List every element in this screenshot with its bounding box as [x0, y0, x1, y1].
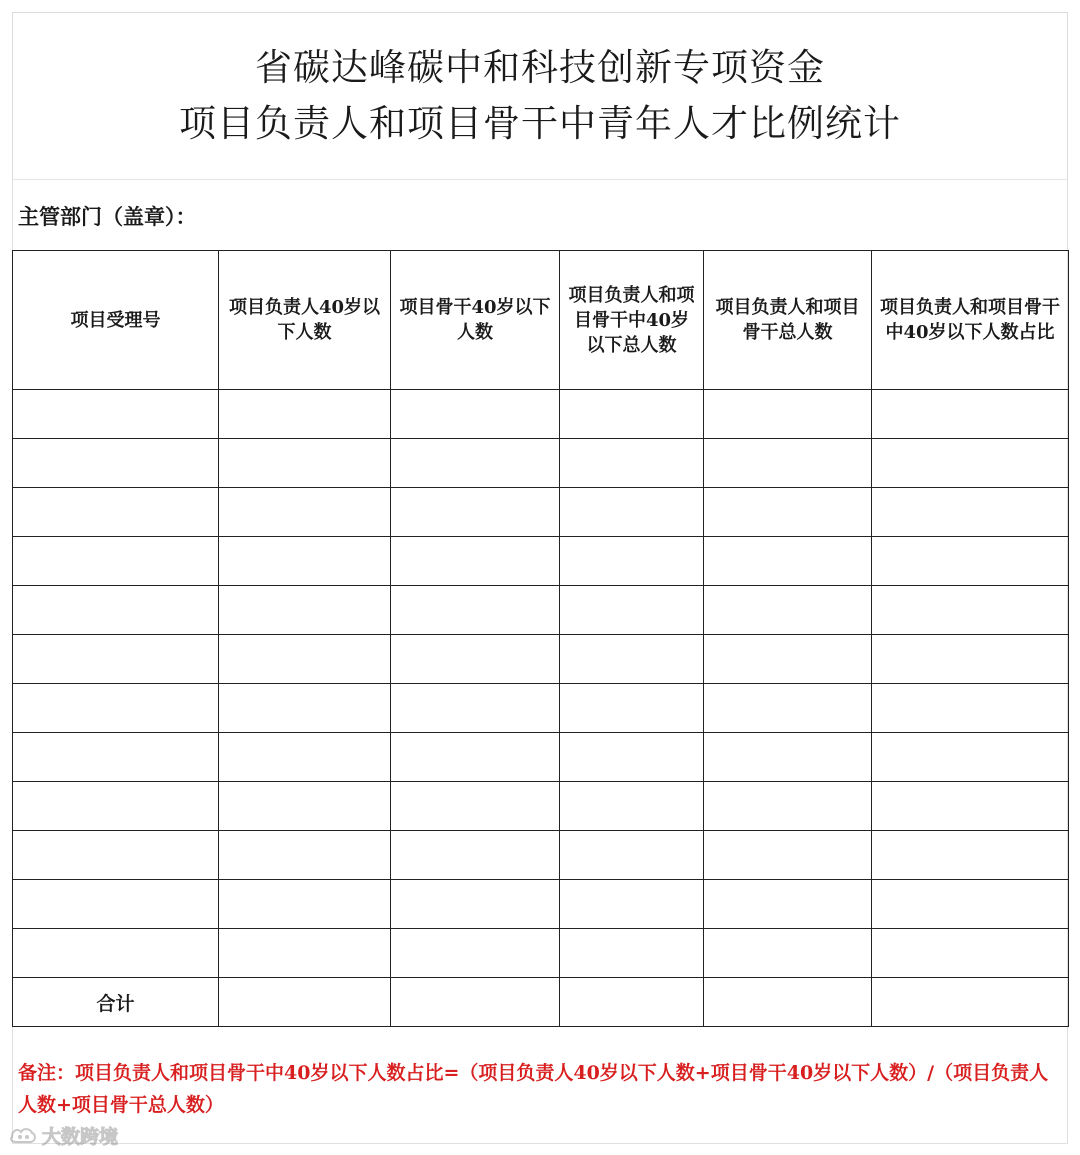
table-cell[interactable] — [560, 390, 704, 439]
table-cell[interactable] — [391, 733, 560, 782]
table-cell[interactable] — [560, 439, 704, 488]
header-total-members: 项目负责人和项目骨干总人数 — [704, 251, 872, 390]
table-row — [13, 537, 1069, 586]
table-cell[interactable] — [872, 390, 1069, 439]
header-application-number: 项目受理号 — [13, 251, 219, 390]
header-core-members-under-40: 项目骨干40岁以下人数 — [391, 251, 560, 390]
table-cell[interactable] — [13, 831, 219, 880]
title-block — [12, 12, 1068, 180]
table-cell[interactable] — [872, 782, 1069, 831]
total-cell[interactable] — [872, 978, 1069, 1027]
table-cell[interactable] — [872, 635, 1069, 684]
watermark-text: 大数跨境 — [42, 1126, 119, 1148]
table-cell[interactable] — [219, 733, 391, 782]
table-cell[interactable] — [13, 782, 219, 831]
table-cell[interactable] — [219, 439, 391, 488]
table-cell[interactable] — [704, 586, 872, 635]
brand-logo-icon — [8, 1125, 38, 1147]
table-cell[interactable] — [219, 929, 391, 978]
table-cell[interactable] — [872, 733, 1069, 782]
total-cell[interactable] — [704, 978, 872, 1027]
table-cell[interactable] — [13, 684, 219, 733]
table-cell[interactable] — [391, 831, 560, 880]
table-cell[interactable] — [219, 635, 391, 684]
table-cell[interactable] — [704, 831, 872, 880]
total-label: 合计 — [13, 978, 219, 1027]
table-row — [13, 733, 1069, 782]
table-cell[interactable] — [219, 488, 391, 537]
table-cell[interactable] — [391, 684, 560, 733]
table-cell[interactable] — [13, 537, 219, 586]
table-note: 备注：项目负责人和项目骨干中40岁以下人数占比=（项目负责人40岁以下人数+项目骨干40岁以下人数）/（项目负责人人数+项目骨干总人数） — [18, 1062, 1049, 1116]
table-cell[interactable] — [13, 586, 219, 635]
table-cell[interactable] — [391, 537, 560, 586]
table-cell[interactable] — [704, 488, 872, 537]
table-row — [13, 439, 1069, 488]
table-cell[interactable] — [219, 537, 391, 586]
table-cell[interactable] — [13, 880, 219, 929]
table-cell[interactable] — [872, 439, 1069, 488]
table-cell[interactable] — [13, 439, 219, 488]
statistics-table — [12, 250, 1069, 1027]
total-cell[interactable] — [391, 978, 560, 1027]
table-cell[interactable] — [560, 635, 704, 684]
table-cell[interactable] — [560, 929, 704, 978]
table-cell[interactable] — [560, 880, 704, 929]
table-row — [13, 390, 1069, 439]
table-row — [13, 586, 1069, 635]
table-cell[interactable] — [872, 537, 1069, 586]
table-cell[interactable] — [560, 488, 704, 537]
table-cell[interactable] — [391, 782, 560, 831]
table-cell[interactable] — [872, 880, 1069, 929]
table-cell[interactable] — [704, 439, 872, 488]
table-cell[interactable] — [704, 635, 872, 684]
table-cell[interactable] — [391, 488, 560, 537]
table-cell[interactable] — [391, 586, 560, 635]
total-cell[interactable] — [560, 978, 704, 1027]
table-cell[interactable] — [391, 880, 560, 929]
total-row — [13, 978, 1069, 1027]
table-row — [13, 684, 1069, 733]
table-row — [13, 782, 1069, 831]
table-cell[interactable] — [13, 390, 219, 439]
table-row — [13, 635, 1069, 684]
table-row — [13, 488, 1069, 537]
header-under-40-ratio: 项目负责人和项目骨干中40岁以下人数占比 — [872, 251, 1069, 390]
table-cell[interactable] — [560, 537, 704, 586]
table-cell[interactable] — [219, 390, 391, 439]
table-cell[interactable] — [391, 439, 560, 488]
table-cell[interactable] — [391, 390, 560, 439]
table-cell[interactable] — [704, 390, 872, 439]
table-cell[interactable] — [560, 782, 704, 831]
table-cell[interactable] — [219, 586, 391, 635]
watermark — [8, 1122, 118, 1149]
table-cell[interactable] — [560, 586, 704, 635]
table-cell[interactable] — [872, 488, 1069, 537]
total-cell[interactable] — [219, 978, 391, 1027]
table-cell[interactable] — [560, 733, 704, 782]
table-cell[interactable] — [704, 782, 872, 831]
document-title-line2: 项目负责人和项目骨干中青年人才比例统计 — [179, 102, 901, 145]
table-cell[interactable] — [704, 537, 872, 586]
table-cell[interactable] — [391, 929, 560, 978]
table-cell[interactable] — [13, 488, 219, 537]
department-seal-label: 主管部门（盖章）： — [18, 204, 197, 229]
table-cell[interactable] — [704, 684, 872, 733]
table-cell[interactable] — [13, 635, 219, 684]
table-cell[interactable] — [704, 929, 872, 978]
table-cell[interactable] — [391, 635, 560, 684]
table-cell[interactable] — [13, 929, 219, 978]
table-cell[interactable] — [219, 880, 391, 929]
table-cell[interactable] — [560, 831, 704, 880]
header-leaders-under-40: 项目负责人40岁以下人数 — [219, 251, 391, 390]
table-cell[interactable] — [872, 929, 1069, 978]
table-row — [13, 831, 1069, 880]
document-title-line1: 省碳达峰碳中和科技创新专项资金 — [255, 46, 825, 89]
frame-border-bottom — [12, 1143, 1068, 1144]
table-cell[interactable] — [872, 586, 1069, 635]
table-cell[interactable] — [704, 733, 872, 782]
table-cell[interactable] — [560, 684, 704, 733]
table-cell[interactable] — [13, 733, 219, 782]
table-cell[interactable] — [872, 684, 1069, 733]
table-row — [13, 880, 1069, 929]
table-header-row — [13, 251, 1069, 390]
table-row — [13, 929, 1069, 978]
table-cell[interactable] — [219, 684, 391, 733]
table-cell[interactable] — [219, 782, 391, 831]
table-cell[interactable] — [704, 880, 872, 929]
table-cell[interactable] — [219, 831, 391, 880]
table-cell[interactable] — [872, 831, 1069, 880]
header-total-under-40: 项目负责人和项目骨干中40岁以下总人数 — [560, 251, 704, 390]
